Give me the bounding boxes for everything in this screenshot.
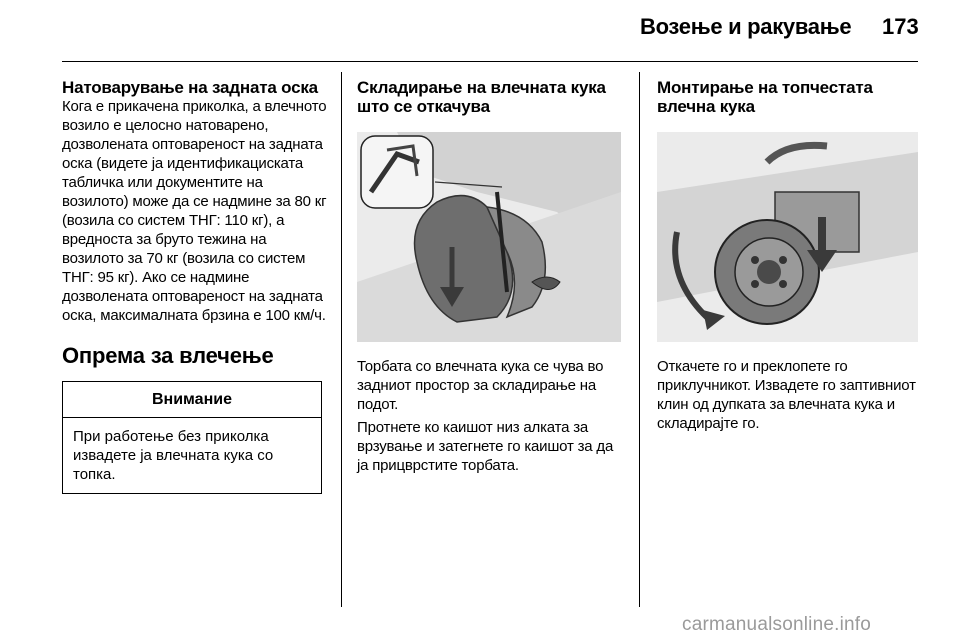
- column-divider-2: [639, 72, 640, 607]
- mounting-caption: Откачете го и преклопете го приклучникот. Извадете го заптивниот клин од дупката за влечната кука и складирајте го.: [657, 358, 916, 432]
- warning-box: [62, 381, 322, 494]
- warning-text: При работење без приколка извадете ја влечната кука со топка.: [73, 428, 274, 483]
- towbar-bag-drawing: [357, 132, 621, 342]
- warning-title: Внимание: [63, 382, 321, 418]
- column-3: [657, 78, 922, 433]
- axle-load-heading: Натоварување на задната оска: [62, 78, 318, 97]
- towing-equipment-heading: Опрема за влечење: [62, 343, 274, 368]
- storage-caption-2: Протнете ко каишот низ алката за врзување и затегнете го каишот за да ја прицврстите торбата.: [357, 419, 614, 474]
- towbar-bag-illustration: [357, 132, 621, 342]
- column-2: [357, 78, 627, 475]
- storage-caption-1: Торбата со влечната кука се чува во задниот простор за складирање на подот.: [357, 358, 604, 413]
- storage-heading: Складирање на влечната кука што се откачува: [357, 78, 606, 116]
- page-number: 173: [882, 14, 919, 39]
- header-divider: [62, 61, 918, 62]
- column-1: [62, 78, 330, 494]
- column-divider-1: [341, 72, 342, 607]
- ball-towbar-drawing: [657, 132, 918, 342]
- axle-load-text: Кога е прикачена приколка, а влечното возило е целосно натоварено, дозволената оптовареност на задната оска (видете ја идентификациската табличка или документите на возилото) може да се надмине за 80 кг (возила со систем ТНГ: 110 кг), а вредноста за бруто тежина на возилото за 70 кг (возила со систем ТНГ: 95 кг). Ако се надмине дозволената оптовареност на задната оска, максималната брзина е 100 км/ч.: [62, 98, 327, 324]
- mounting-heading: Монтирање на топчестата влечна кука: [657, 78, 873, 116]
- watermark-text: carmanualsonline.info: [682, 614, 872, 635]
- page-header-title: Возење и ракување: [640, 14, 852, 39]
- ball-towbar-illustration: [657, 132, 918, 342]
